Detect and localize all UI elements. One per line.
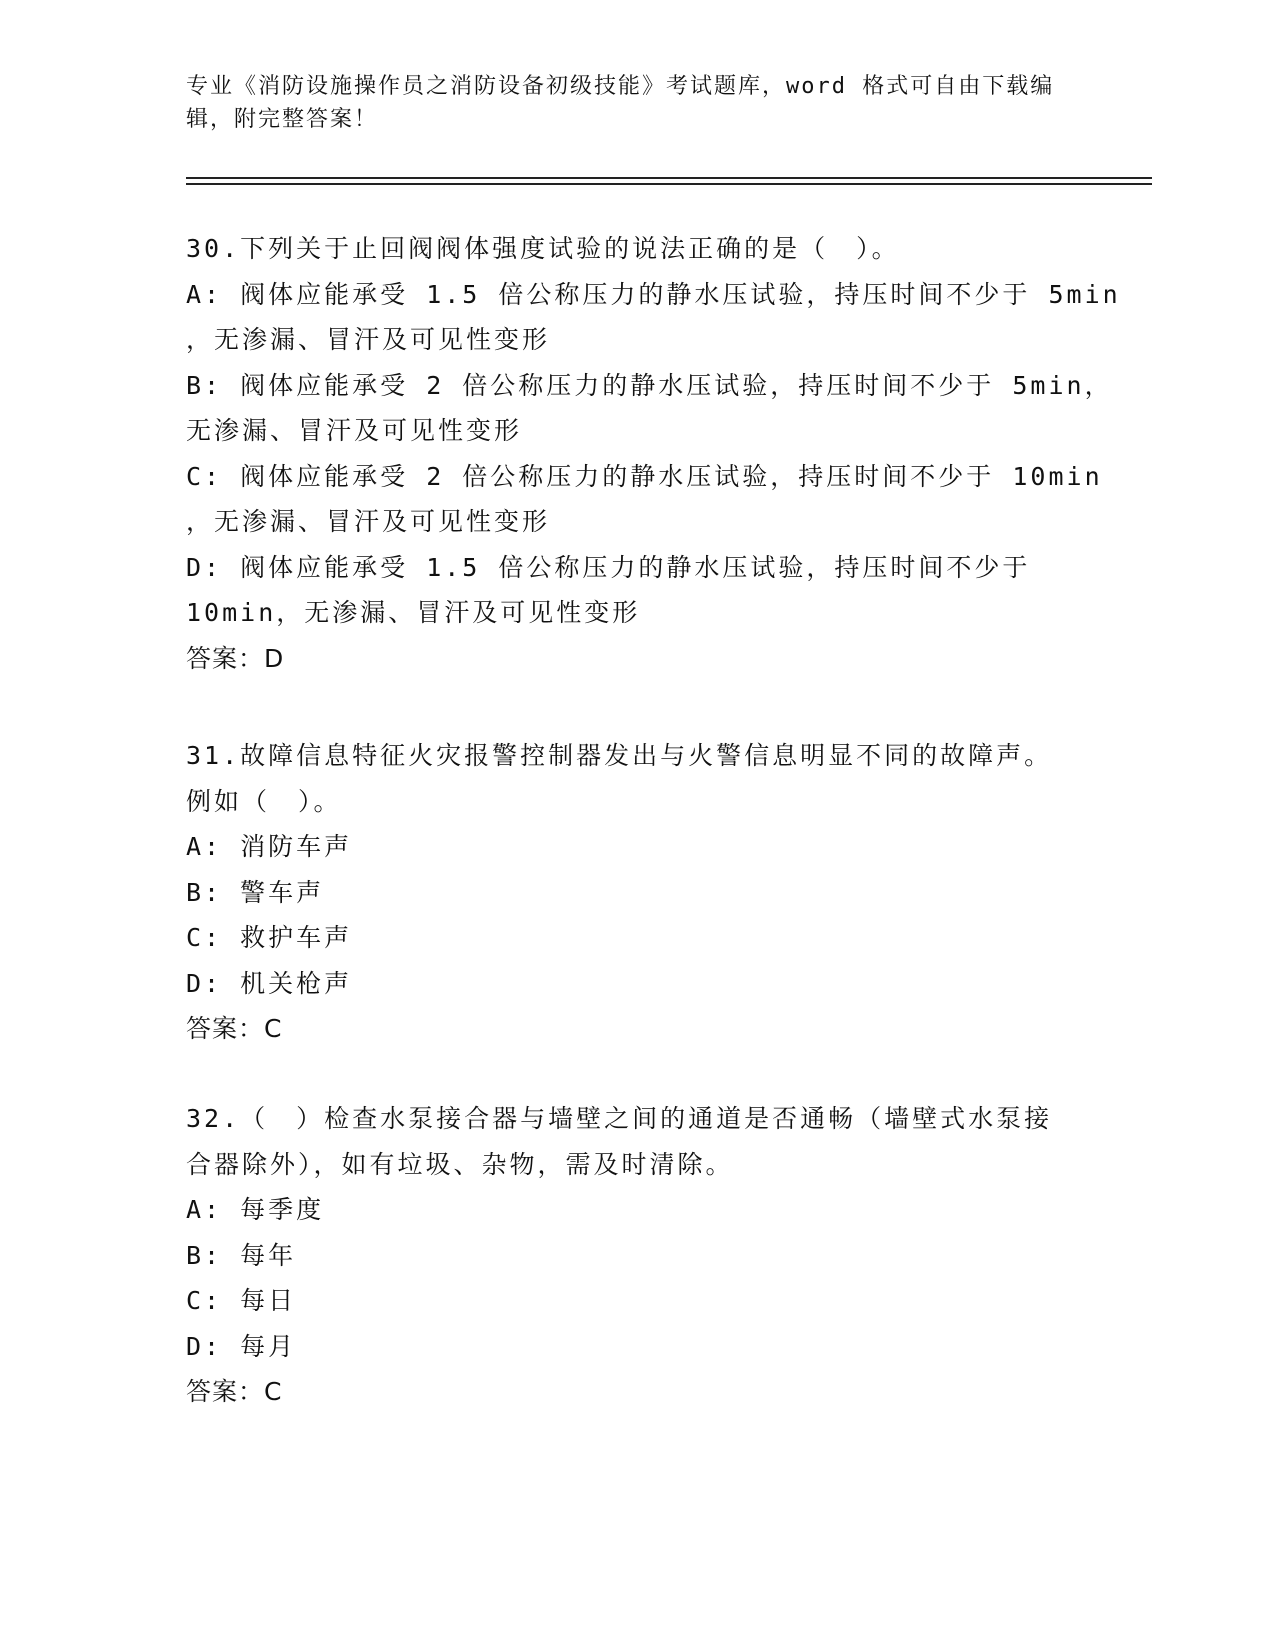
- option-d: D: 机关枪声: [186, 968, 353, 998]
- header-divider-top: [186, 177, 1152, 179]
- header-line-2: 辑，附完整答案！: [186, 107, 379, 132]
- option-b: B: 阀体应能承受 2 倍公称压力的静水压试验，持压时间不少于 5min，: [186, 370, 1113, 400]
- option-a: A: 每季度: [186, 1195, 325, 1224]
- option-c: C: 阀体应能承受 2 倍公称压力的静水压试验，持压时间不少于 10min: [186, 461, 1103, 491]
- option-c: C: 每日: [186, 1286, 297, 1315]
- option-a: A: 阀体应能承受 1.5 倍公称压力的静水压试验，持压时间不少于 5min: [186, 279, 1121, 309]
- answer: 答案：D: [186, 643, 285, 673]
- option-b: B: 警车声: [186, 877, 325, 907]
- header-line-1: 专业《消防设施操作员之消防设备初级技能》考试题库，word 格式可自由下载编: [186, 74, 1055, 99]
- question-32: [186, 1096, 1086, 1415]
- option-d-continued: 10min，无渗漏、冒汗及可见性变形: [186, 598, 641, 627]
- question-31: [186, 733, 1086, 1052]
- answer: 答案：C: [186, 1377, 283, 1406]
- question-stem: 32.（ ）检查水泵接合器与墙壁之间的通道是否通畅（墙壁式水泵接: [186, 1104, 1053, 1133]
- question-stem: 30.下列关于止回阀阀体强度试验的说法正确的是（ ）。: [186, 234, 900, 263]
- question-stem-continued: 合器除外），如有垃圾、杂物，需及时清除。: [186, 1149, 734, 1179]
- option-c: C: 救护车声: [186, 923, 353, 952]
- answer: 答案：C: [186, 1014, 283, 1043]
- option-b-continued: 无渗漏、冒汗及可见性变形: [186, 416, 523, 445]
- question-stem: 31.故障信息特征火灾报警控制器发出与火警信息明显不同的故障声。: [186, 741, 1053, 770]
- header-divider-bottom: [186, 183, 1152, 185]
- option-d: D: 阀体应能承受 1.5 倍公称压力的静水压试验，持压时间不少于: [186, 552, 1031, 582]
- question-30: [186, 226, 1121, 681]
- question-stem-continued: 例如（ ）。: [186, 786, 342, 816]
- option-b: B: 每年: [186, 1240, 297, 1270]
- option-a-continued: ，无渗漏、冒汗及可见性变形: [186, 325, 551, 354]
- option-a: A: 消防车声: [186, 832, 353, 861]
- option-c-continued: ，无渗漏、冒汗及可见性变形: [186, 507, 551, 536]
- document-header: [186, 70, 1066, 136]
- option-d: D: 每月: [186, 1331, 297, 1361]
